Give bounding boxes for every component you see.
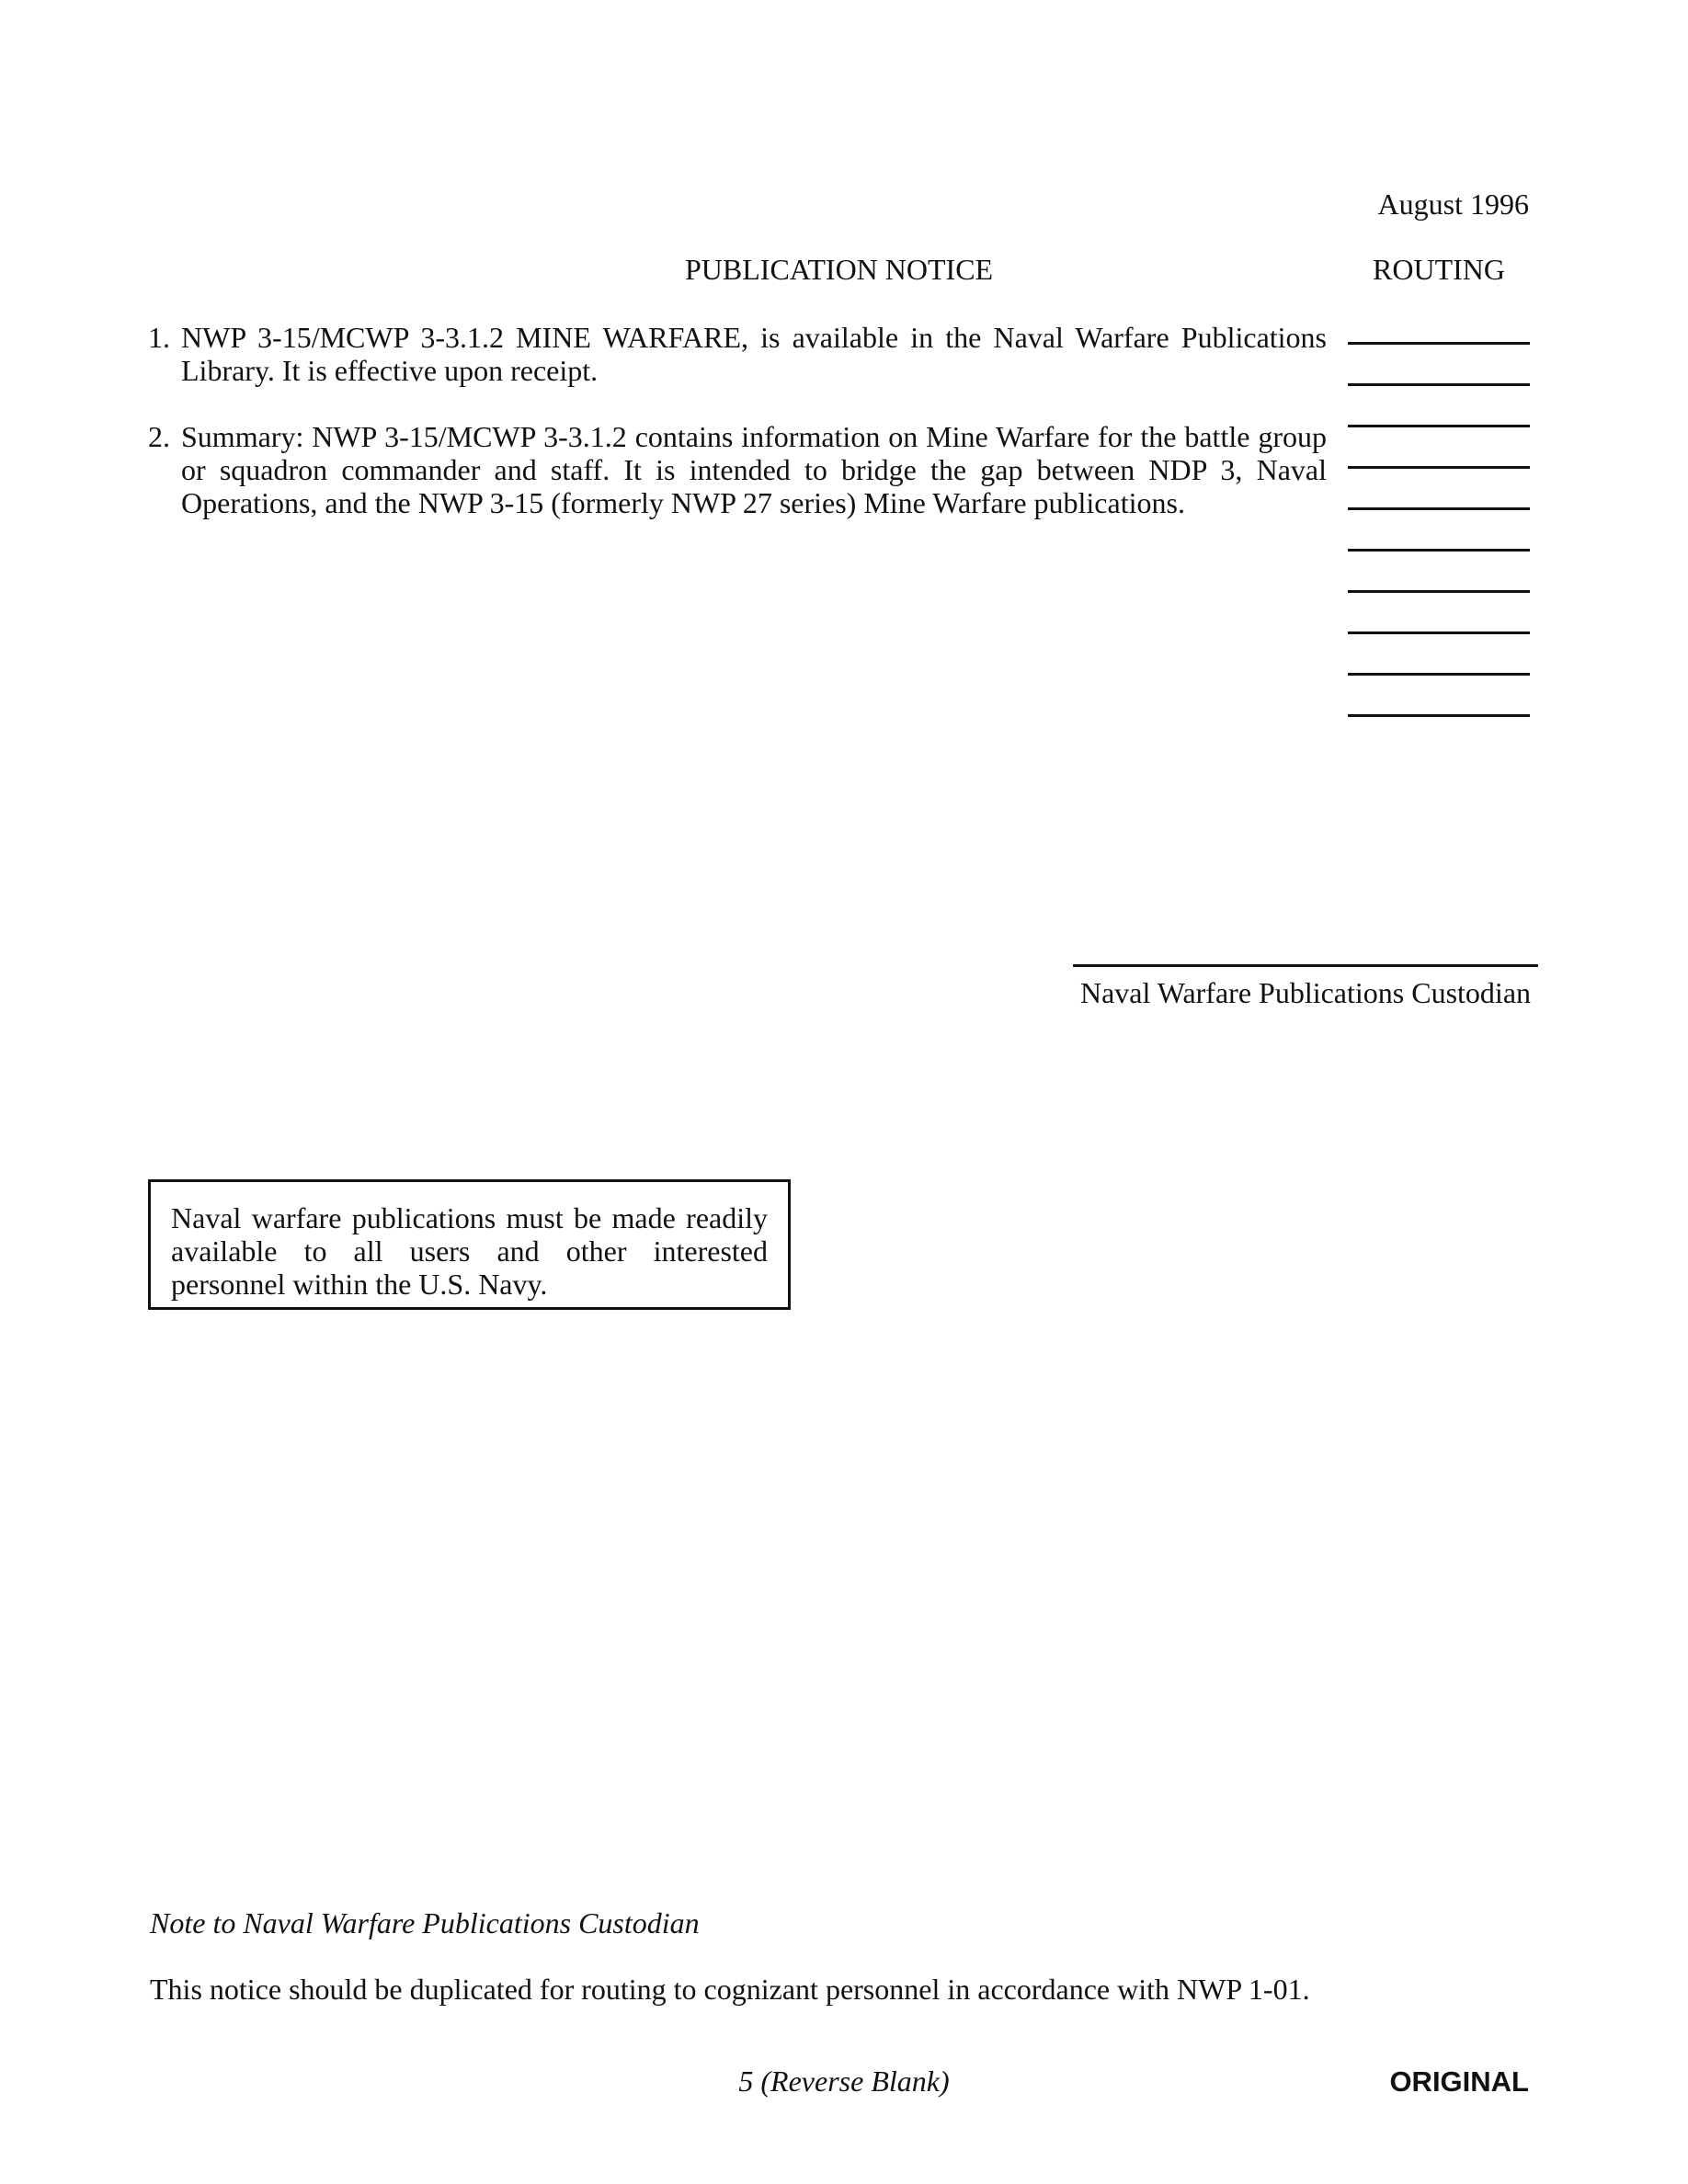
- item-text: NWP 3-15/MCWP 3-3.1.2 MINE WARFARE, is available in the Naval Warfare Publications Library. It is effective upon receipt.: [181, 321, 1327, 387]
- routing-heading: ROUTING: [1373, 253, 1505, 286]
- page-number: 5 (Reverse Blank): [738, 2065, 950, 2098]
- routing-line: [1348, 466, 1530, 469]
- notice-item-2: [148, 420, 1327, 519]
- routing-line: [1348, 383, 1530, 386]
- custodian-signature-line: [1073, 964, 1538, 967]
- item-text: Summary: NWP 3-15/MCWP 3-3.1.2 contains information on Mine Warfare for the battle group or squadron commander and staff. It is intended to bridge the gap between NDP 3, Naval Operations, and the NWP 3-15 (formerly NWP 27 series) Mine Warfare publications.: [181, 420, 1327, 519]
- routing-lines: [1348, 342, 1530, 756]
- routing-line: [1348, 631, 1530, 634]
- availability-notice-box: Naval warfare publications must be made readily available to all users and other interested personnel within the U.S. Navy.: [148, 1179, 791, 1310]
- status-label: ORIGINAL: [1389, 2065, 1529, 2098]
- notice-date: August 1996: [1377, 188, 1529, 221]
- routing-line: [1348, 507, 1530, 510]
- notice-item-1: [148, 321, 1327, 387]
- routing-line: [1348, 425, 1530, 427]
- routing-line: [1348, 590, 1530, 593]
- page-title: PUBLICATION NOTICE: [685, 253, 994, 286]
- custodian-label: Naval Warfare Publications Custodian: [1079, 976, 1532, 1009]
- routing-line: [1348, 673, 1530, 676]
- routing-line: [1348, 549, 1530, 552]
- item-number: 2.: [148, 420, 170, 453]
- routing-line: [1348, 342, 1530, 345]
- note-body: This notice should be duplicated for routing to cognizant personnel in accordance with NWP 1-01.: [150, 1973, 1310, 2006]
- item-number: 1.: [148, 321, 170, 354]
- routing-line: [1348, 714, 1530, 717]
- note-heading: Note to Naval Warfare Publications Custodian: [150, 1906, 700, 1939]
